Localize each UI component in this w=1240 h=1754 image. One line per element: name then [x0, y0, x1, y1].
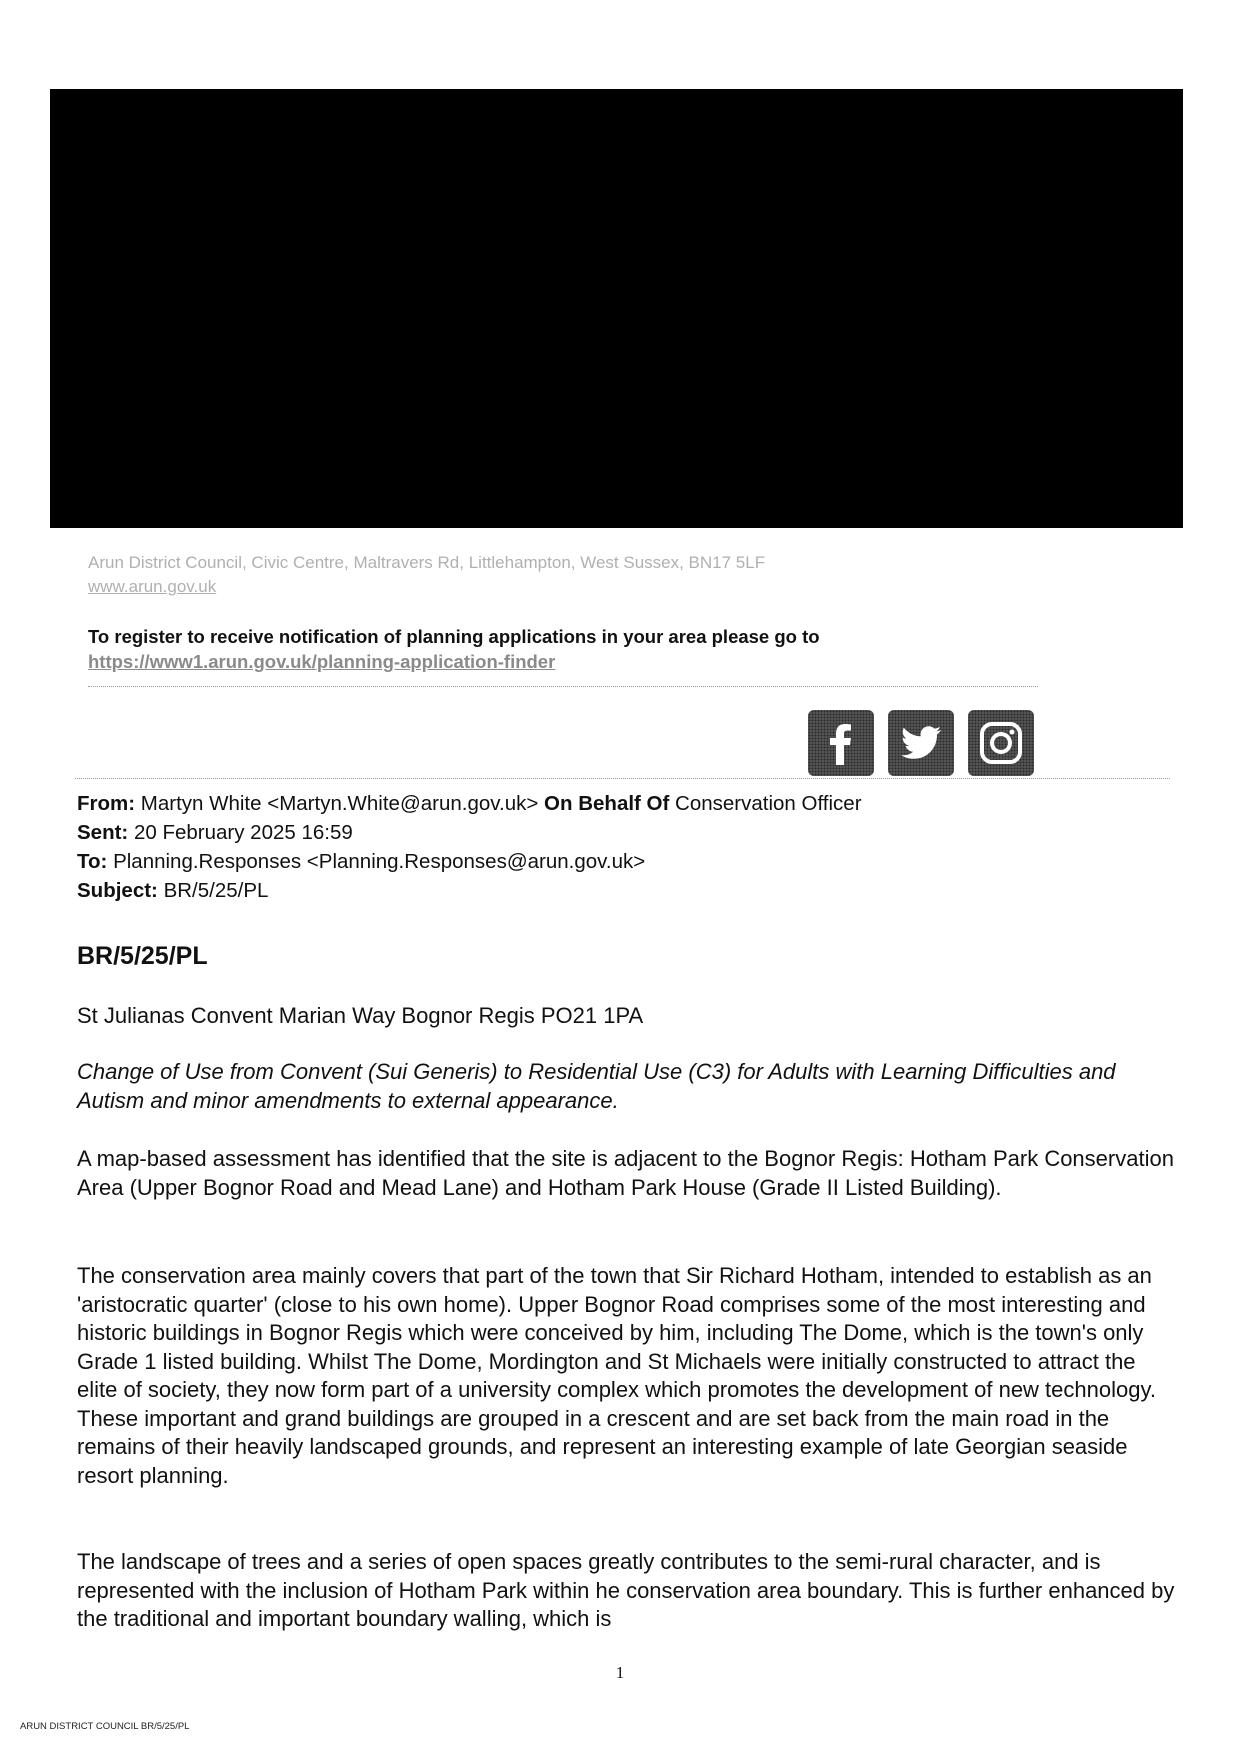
council-address-line: Arun District Council, Civic Centre, Maltravers Rd, Littlehampton, West Sussex, BN17 5LF [88, 553, 766, 572]
from-label: From: [77, 792, 136, 815]
behalf-label: On Behalf Of [544, 792, 670, 815]
proposal-description: Change of Use from Convent (Sui Generis) to Residential Use (C3) for Adults with Learning Difficulties and Autism and minor amendments to external appearance. [77, 1059, 1116, 1113]
instagram-icon[interactable] [968, 710, 1034, 776]
to-label: To: [77, 850, 108, 873]
to-value: Planning.Responses <Planning.Responses@arun.gov.uk> [113, 850, 646, 873]
site-address: St Julianas Convent Marian Way Bognor Regis PO21 1PA [77, 1003, 644, 1028]
sent-line [77, 818, 862, 847]
redacted-block [50, 89, 1183, 528]
planning-finder-link[interactable]: https://www1.arun.gov.uk/planning-application-finder [88, 651, 556, 672]
twitter-icon[interactable] [888, 710, 954, 776]
from-value: Martyn White <Martyn.White@arun.gov.uk> [140, 792, 539, 815]
sent-label: Sent: [77, 821, 129, 844]
divider-top [88, 686, 1038, 687]
paragraph-assessment: A map-based assessment has identified that the site is adjacent to the Bognor Regis: Hotham Park Conservation Area (Upper Bognor Road and Mead Lane) and Hotham Park House (Grade II Listed Building). [77, 1146, 1174, 1200]
behalf-value: Conservation Officer [675, 792, 862, 815]
to-line [77, 847, 862, 876]
paragraph-conservation-area: The conservation area mainly covers that part of the town that Sir Richard Hotham, intended to establish as an 'aristocratic quarter' (close to his own home). Upper Bognor Road comprises some of the most interesting and historic buildings in Bognor Regis which were conceived by him, including The Dome, which is the town's only Grade 1 listed building. Whilst The Dome, Mordington and St Michaels were initially constructed to attract the elite of society, they now form part of a university complex which promotes the development of new technology. These important and grand buildings are grouped in a crescent and are set back from the main road in the remains of their heavily landscaped grounds, and represent an interesting example of late Georgian seaside resort planning. [77, 1263, 1156, 1488]
page-number: 1 [615, 1663, 625, 1682]
email-header [77, 789, 862, 905]
council-address [88, 551, 765, 599]
subject-line [77, 876, 862, 905]
from-line [77, 789, 862, 818]
council-website-link[interactable]: www.arun.gov.uk [88, 577, 217, 596]
facebook-icon[interactable] [808, 710, 874, 776]
paragraph-landscape: The landscape of trees and a series of open spaces greatly contributes to the semi-rural character, and is represented with the inclusion of Hotham Park within he conservation area boundary. This is further enhanced by the traditional and important boundary walling, which is [77, 1549, 1175, 1631]
sent-value: 20 February 2025 16:59 [133, 821, 353, 844]
divider-bottom [75, 778, 1170, 779]
page-title: BR/5/25/PL [77, 942, 208, 970]
register-notice [88, 624, 820, 674]
register-text: To register to receive notification of planning applications in your area please go to [88, 626, 820, 647]
document-footer: ARUN DISTRICT COUNCIL BR/5/25/PL [20, 1721, 190, 1732]
subject-label: Subject: [77, 879, 158, 902]
subject-value: BR/5/25/PL [163, 879, 269, 902]
